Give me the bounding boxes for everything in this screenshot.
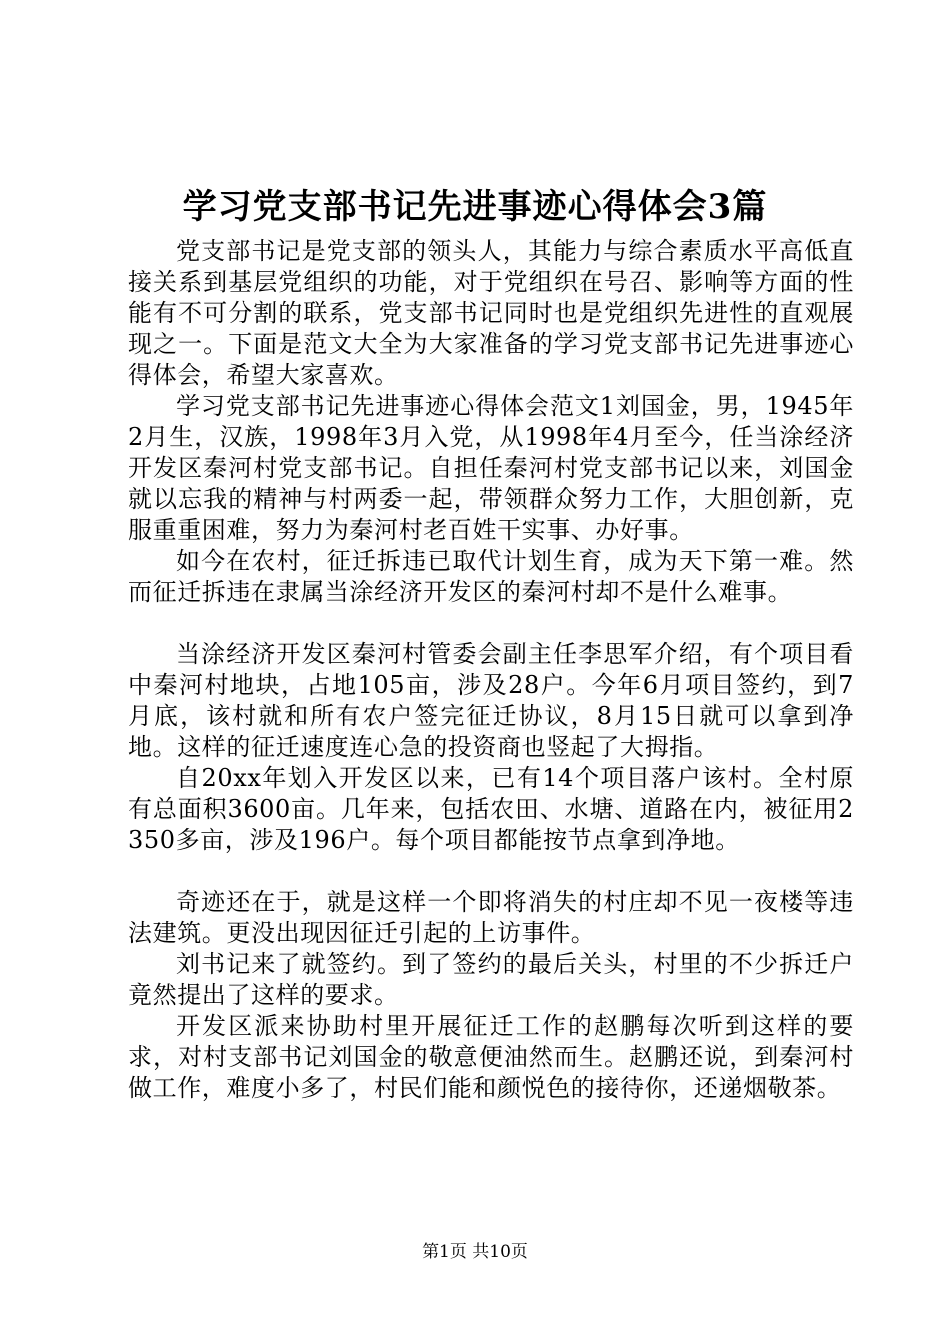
document-title: 学习党支部书记先进事迹心得体会3篇 [182,187,768,227]
paragraph-project-intro: 当涂经济开发区秦河村管委会副主任李思军介绍，有个项目看中秦河村地块，占地105亩，涉及28户。今年6月项目签约，到7月底，该村就和所有农户签完征迁协议，8月15日就可以拿到净地。这样的征迁速度连心急的投资商也竖起了大拇指。 [128,640,854,761]
paragraph-zhao-peng: 开发区派来协助村里开展征迁工作的赵鹏每次听到这样的要求，对村支部书记刘国金的敬意便油然而生。赵鹏还说，到秦河村做工作，难度小多了，村民们能和颜悦色的接待你，还递烟敬茶。 [128,1012,854,1102]
paragraph-intro: 党支部书记是党支部的领头人，其能力与综合素质水平高低直接关系到基层党组织的功能，对于党组织在号召、影响等方面的性能有不可分割的联系，党支部书记同时也是党组织先进性的直观展现之一。下面是范文大全为大家准备的学习党支部书记先进事迹心得体会，希望大家喜欢。 [128,237,854,389]
paragraph-rural-demolition: 如今在农村，征迁拆违已取代计划生育，成为天下第一难。然而征迁拆违在隶属当涂经济开发区的秦河村却不是什么难事。 [128,547,854,606]
paragraph-example-1: 学习党支部书记先进事迹心得体会范文1刘国金，男，1945年2月生，汉族，1998年3月入党，从1998年4月至今，任当涂经济开发区秦河村党支部书记。自担任秦河村党支部书记以来，刘国金就以忘我的精神与村两委一起，带领群众努力工作，大胆创新，克服重重困难，努力为秦河村老百姓干实事、办好事。 [128,392,854,544]
paragraph-signing: 刘书记来了就签约。到了签约的最后关头，村里的不少拆迁户竟然提出了这样的要求。 [128,950,854,1009]
page-number-footer: 第1页 共10页 [422,1242,528,1262]
document-body [128,236,854,1104]
paragraph-projects-count: 自20xx年划入开发区以来，已有14个项目落户该村。全村原有总面积3600亩。几年来，包括农田、水塘、道路在内，被征用2350多亩，涉及196户。每个项目都能按节点拿到净地。 [128,764,854,854]
paragraph-miracle: 奇迹还在于，就是这样一个即将消失的村庄却不见一夜楼等违法建筑。更没出现因征迁引起的上访事件。 [128,888,854,947]
